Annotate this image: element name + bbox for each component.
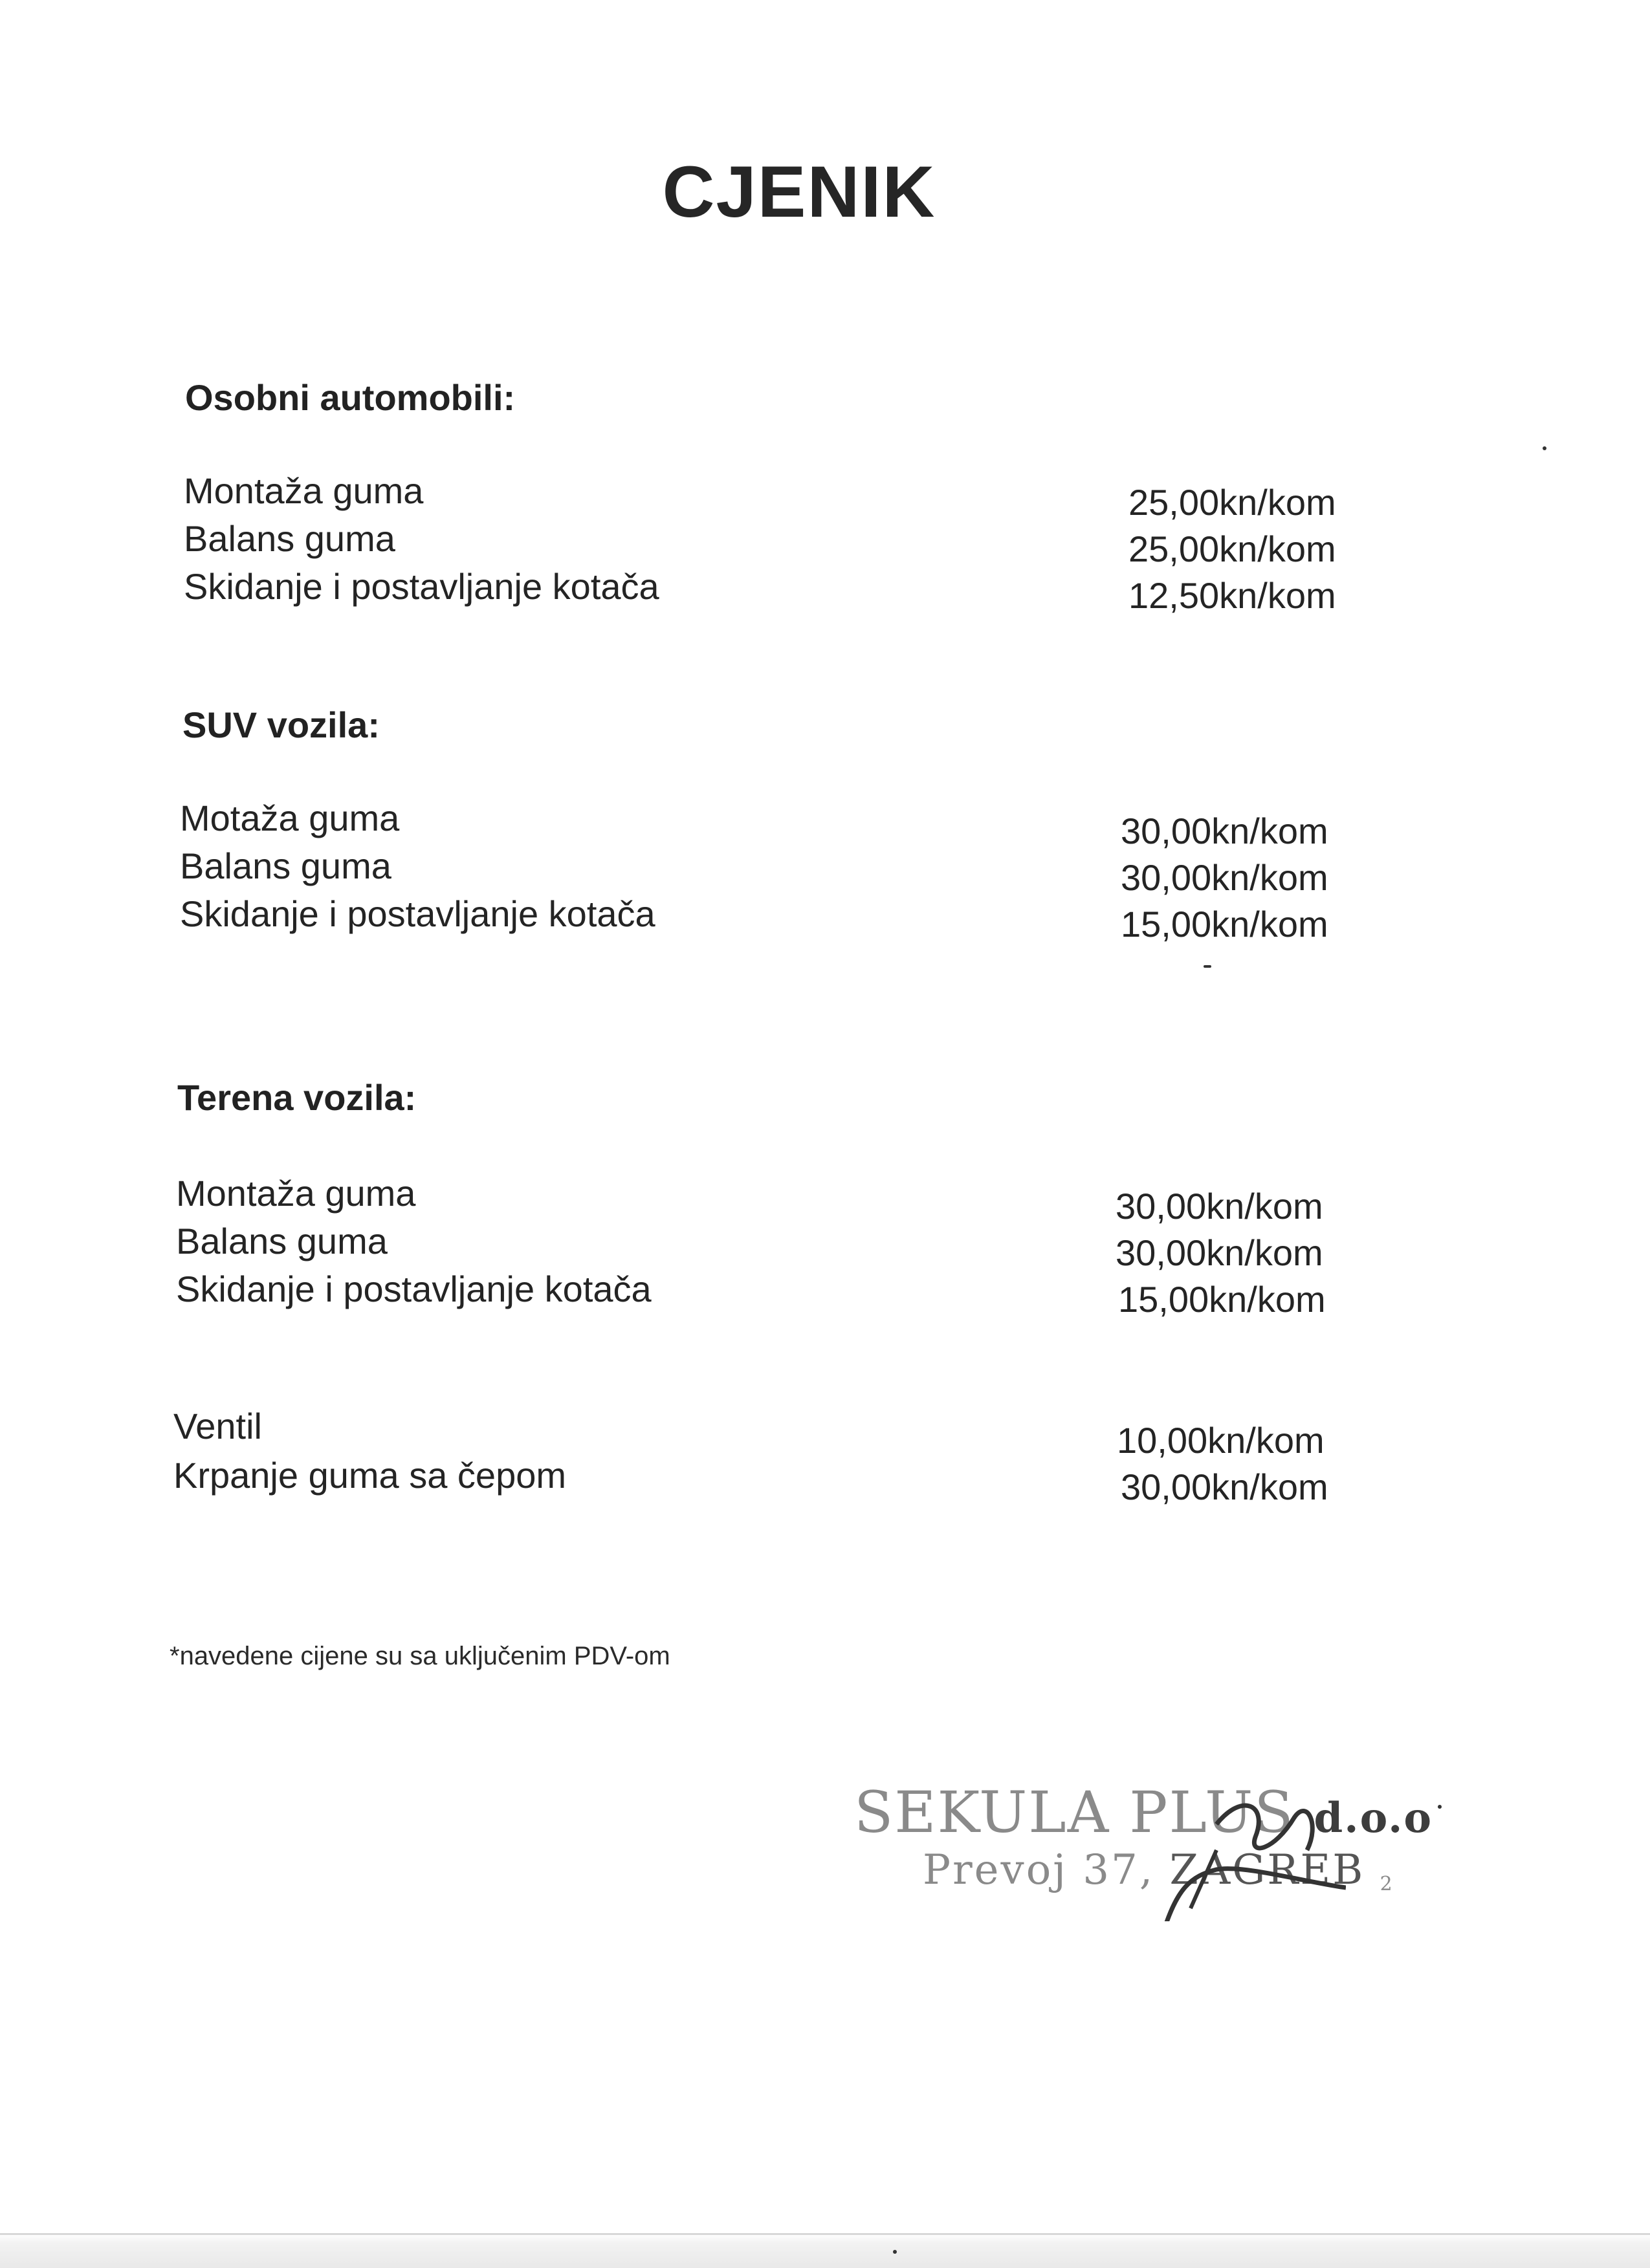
- item-price: 30,00kn/kom: [1121, 1467, 1328, 1507]
- item-label: Balans guma: [184, 518, 395, 559]
- item-price: 30,00kn/kom: [1116, 1186, 1323, 1227]
- stamp-city: ZAGREB: [1169, 1846, 1365, 1894]
- signature-scribble: [854, 1779, 1346, 1921]
- section-heading-suv-vozila: SUV vozila:: [182, 704, 380, 745]
- document-title: CJENIK: [662, 151, 936, 232]
- item-label: Skidanje i postavljanje kotača: [184, 566, 659, 607]
- item-label: Krpanje guma sa čepom: [173, 1455, 567, 1496]
- item-price: 25,00kn/kom: [1128, 482, 1336, 523]
- vat-note: *navedene cijene su sa uključenim PDV-om: [170, 1642, 670, 1670]
- item-price: 30,00kn/kom: [1116, 1232, 1323, 1273]
- scan-speck: [893, 2250, 897, 2254]
- item-price: 30,00kn/kom: [1121, 811, 1328, 851]
- item-label: Balans guma: [176, 1221, 388, 1261]
- stamp-suffix: 2: [1380, 1873, 1394, 1895]
- item-price: 12,50kn/kom: [1128, 575, 1336, 616]
- item-label: Balans guma: [180, 845, 391, 886]
- section-heading-osobni-automobili: Osobni automobili:: [185, 377, 516, 418]
- item-label: Ventil: [173, 1406, 262, 1446]
- item-price: 15,00kn/kom: [1118, 1279, 1326, 1320]
- stamp-company-suffix: d.o.o: [1314, 1794, 1433, 1842]
- stamp-company-name: SEKULA PLUS: [854, 1779, 1295, 1846]
- page-edge-line: [0, 2233, 1650, 2235]
- section-heading-terena-vozila: Terena vozila:: [177, 1077, 417, 1118]
- item-price: 15,00kn/kom: [1121, 904, 1328, 944]
- item-price: 30,00kn/kom: [1121, 857, 1328, 898]
- item-label: Skidanje i postavljanje kotača: [176, 1269, 652, 1309]
- item-label: Montaža guma: [184, 470, 424, 511]
- scan-speck: [1543, 446, 1546, 450]
- scan-speck: [1438, 1805, 1442, 1809]
- item-price: 10,00kn/kom: [1117, 1420, 1325, 1461]
- item-label: Motaža guma: [180, 798, 400, 838]
- item-label: Skidanje i postavljanje kotača: [180, 893, 655, 934]
- scan-speck: [1204, 965, 1211, 968]
- page-bottom-edge: [0, 2233, 1650, 2268]
- stamp-address: Prevoj 37,: [923, 1846, 1155, 1894]
- item-label: Montaža guma: [176, 1173, 416, 1214]
- item-price: 25,00kn/kom: [1128, 529, 1336, 569]
